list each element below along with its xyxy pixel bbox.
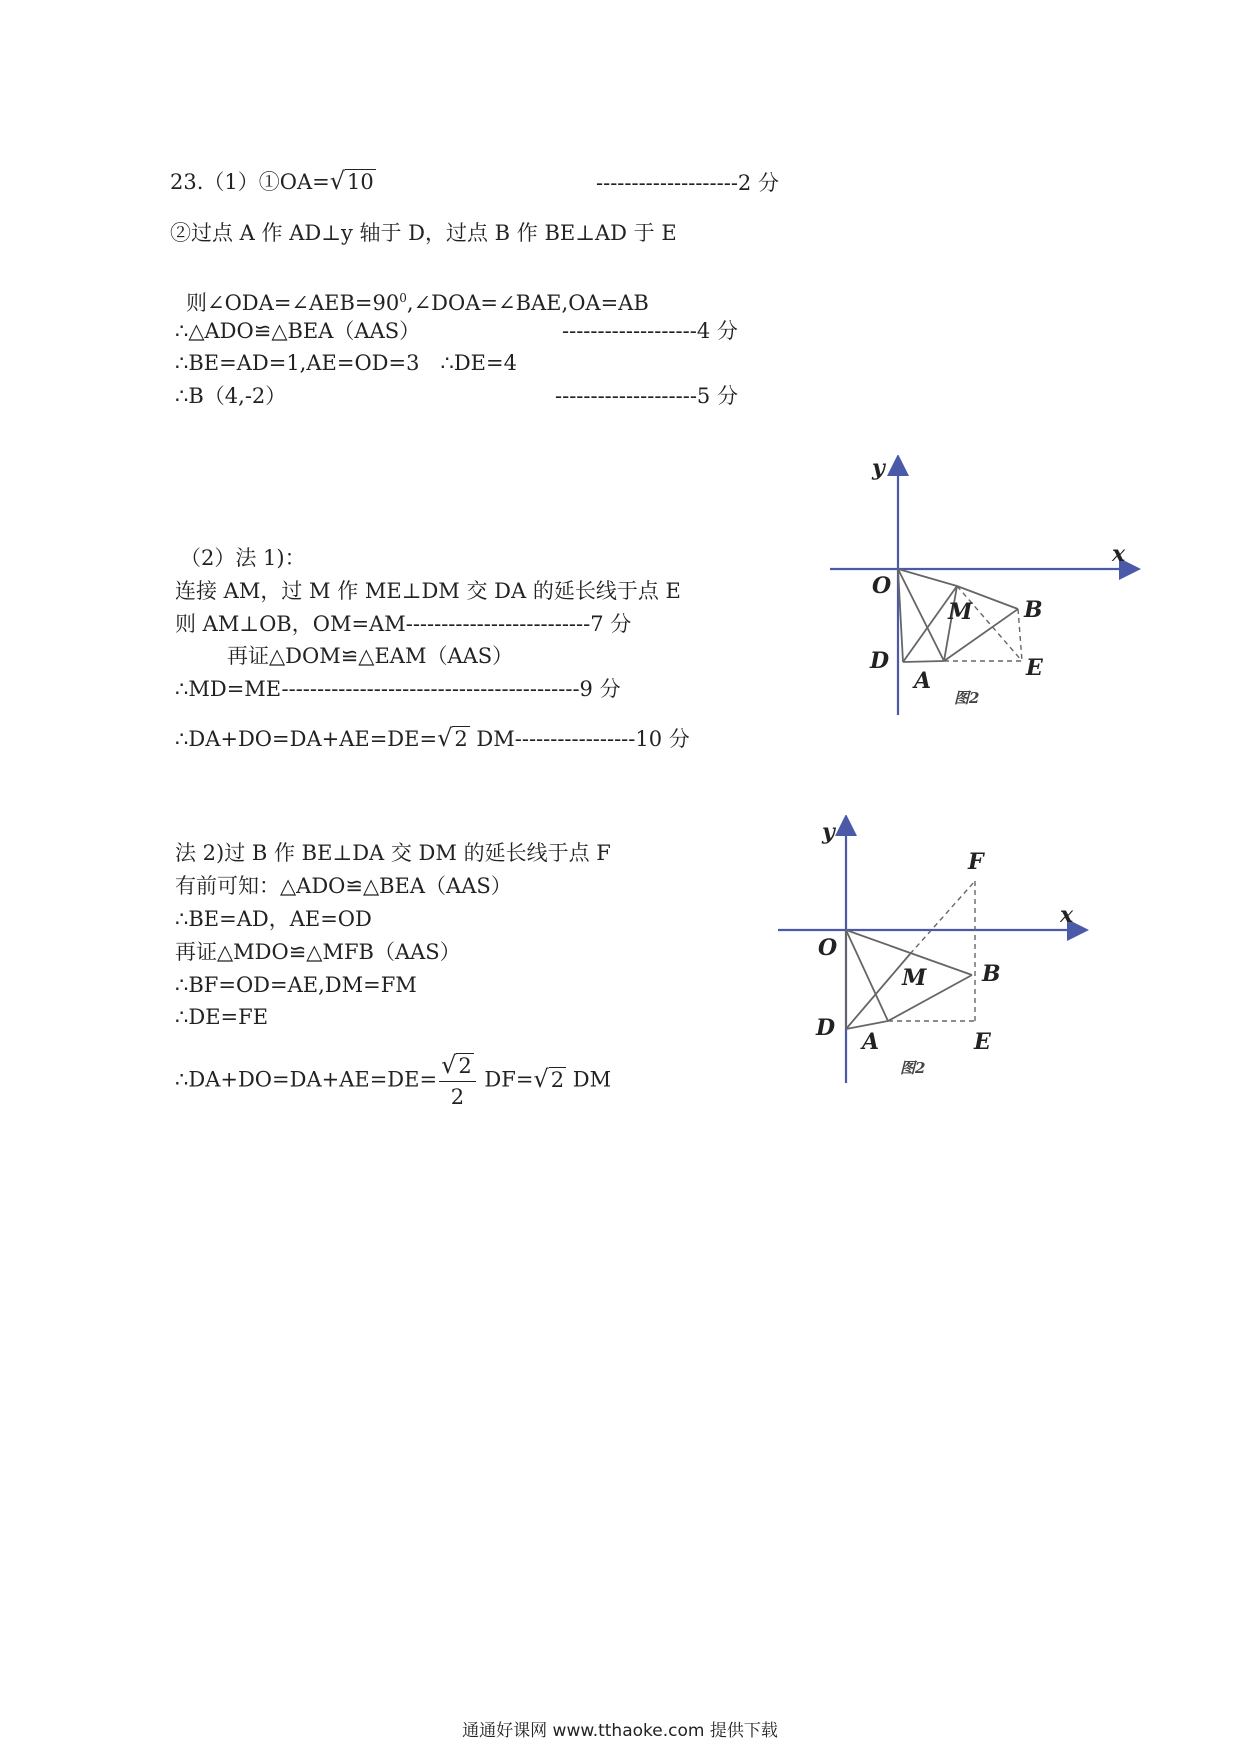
figure1-caption: 图2 [954, 689, 980, 707]
line1-prefix: 23.（1）①OA= [170, 170, 330, 194]
solution-line-4: ∴△ADO≌△BEA（AAS） [175, 319, 421, 343]
solution-line-6: ∴B（4,-2） [175, 384, 287, 408]
label-x: x [1060, 902, 1074, 928]
solution-line-5: ∴BE=AD=1,AE=OD=3 ∴DE=4 [175, 351, 517, 375]
figure-1 [830, 455, 1150, 735]
label-F: F [968, 849, 984, 875]
method1-line-1: 连接 AM，过 M 作 ME⊥DM 交 DA 的延长线于点 E [175, 579, 681, 603]
solution-line-1 [170, 168, 376, 195]
label-B: B [1024, 597, 1043, 623]
figure2-caption: 图2 [900, 1059, 926, 1077]
score-4: -------------------4 分 [562, 319, 738, 343]
score-2: --------------------2 分 [596, 171, 779, 195]
method1-line-3: 再证△DOM≌△EAM（AAS） [227, 644, 514, 668]
label-O: O [872, 573, 892, 599]
label-x: x [1112, 541, 1126, 567]
label-y: y [872, 455, 885, 481]
label-A: A [862, 1029, 880, 1055]
label-B: B [982, 961, 1001, 987]
label-E: E [1026, 655, 1043, 681]
method2-line-5: ∴BF=OD=AE,DM=FM [175, 973, 417, 997]
fraction-sqrt2-over-2: $\frac{√2}{2}$ [439, 1050, 476, 1112]
label-M: M [902, 965, 927, 991]
solution-line-3: 则$\angle ODA=\angle AEB=90^0,\angle DOA=\angle BAE,OA=AB$ [186, 291, 649, 315]
label-A: A [914, 668, 932, 694]
method2-line-3: ∴BE=AD，AE=OD [175, 907, 372, 931]
method2-line-6: ∴DE=FE [175, 1005, 269, 1029]
page-footer: 通通好课网 www.tthaoke.com 提供下载 [462, 1721, 778, 1741]
figure-2 [778, 815, 1108, 1085]
sqrt-2-b: √2 [533, 1064, 565, 1093]
method1-title: （2）法 1)： [180, 546, 306, 570]
method2-line-2: 有前可知：△ADO≌△BEA（AAS） [175, 874, 512, 898]
label-D: D [870, 648, 890, 674]
score-5: --------------------5 分 [555, 384, 738, 408]
sqrt-10: √10 [329, 167, 374, 195]
sqrt-2: √2 [437, 724, 468, 752]
label-E: E [974, 1029, 991, 1055]
method2-line-4: 再证△MDO≌△MFB（AAS） [175, 940, 461, 964]
label-M: M [948, 599, 973, 625]
method2-line-7: ∴DA+DO=DA+AE=DE= $\frac{√2}{2}$ DF=√2 DM [175, 1050, 611, 1112]
label-O: O [818, 935, 838, 961]
solution-line-2: ②过点 A 作 AD⊥y 轴于 D，过点 B 作 BE⊥AD 于 E [170, 221, 677, 245]
method2-line-1: 法 2)过 B 作 BE⊥DA 交 DM 的延长线于点 F [175, 841, 611, 865]
method1-line-5: ∴DA+DO=DA+AE=DE=√2 DM-----------------10 分 [175, 724, 690, 752]
label-D: D [816, 1015, 836, 1041]
label-y: y [822, 819, 835, 845]
method1-line-4: ∴MD=ME------------------------------------------9 分 [175, 677, 621, 701]
method1-line-2: 则 AM⊥OB，OM=AM--------------------------7 分 [175, 612, 632, 636]
